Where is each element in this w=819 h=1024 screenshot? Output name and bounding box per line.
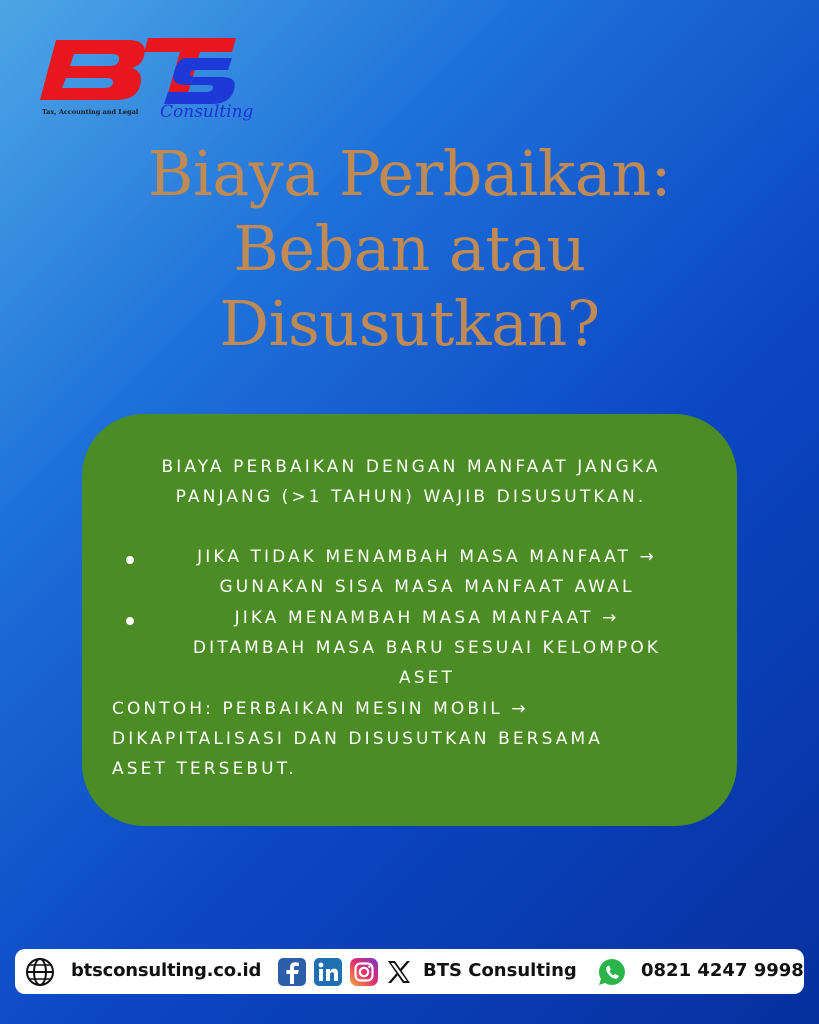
bullet-1-line-1: JIKA TIDAK MENAMBAH MASA MANFAAT → — [197, 547, 657, 567]
intro-line-1: BIAYA PERBAIKAN DENGAN MANFAAT JANGKA — [161, 457, 661, 477]
title-line-3: Disusutkan? — [219, 287, 600, 360]
bullet-item-2 — [132, 603, 722, 693]
page-title — [0, 136, 819, 361]
brand-name: BTS Consulting — [423, 960, 577, 981]
intro-line-2: PANJANG (>1 TAHUN) WAJIB DISUSUTKAN. — [175, 487, 647, 507]
example-line-3: ASET TERSEBUT. — [112, 759, 297, 779]
title-line-1: Biaya Perbaikan: — [147, 137, 672, 210]
bullet-2-line-1: JIKA MENAMBAH MASA MANFAAT → — [234, 608, 620, 628]
phone-number[interactable]: 0821 4247 9998 — [641, 960, 804, 981]
bullet-item-1 — [132, 542, 722, 602]
whatsapp-icon[interactable] — [597, 957, 627, 987]
facebook-icon[interactable] — [277, 957, 307, 987]
info-card — [82, 414, 737, 826]
card-intro — [106, 452, 716, 512]
example-line-1: CONTOH: PERBAIKAN MESIN MOBIL → — [112, 699, 529, 719]
x-icon[interactable] — [385, 957, 413, 987]
bullet-1-line-2: GUNAKAN SISA MASA MANFAAT AWAL — [219, 577, 635, 597]
linkedin-icon[interactable] — [313, 957, 343, 987]
bullet-2-line-3: ASET — [399, 668, 455, 688]
logo-consulting-text: Consulting — [160, 102, 254, 122]
bts-logo — [36, 34, 254, 129]
instagram-icon[interactable] — [349, 957, 379, 987]
example-line-2: DIKAPITALISASI DAN DISUSUTKAN BERSAMA — [112, 729, 604, 749]
card-example — [112, 694, 722, 784]
website-link[interactable]: btsconsulting.co.id — [71, 960, 262, 981]
bullet-2-line-2: DITAMBAH MASA BARU SESUAI KELOMPOK — [192, 638, 662, 658]
logo-tagline: Tax, Accounting and Legal — [42, 108, 139, 116]
title-line-2: Beban atau — [233, 212, 586, 285]
contact-bar — [15, 949, 804, 994]
globe-icon — [24, 956, 56, 988]
